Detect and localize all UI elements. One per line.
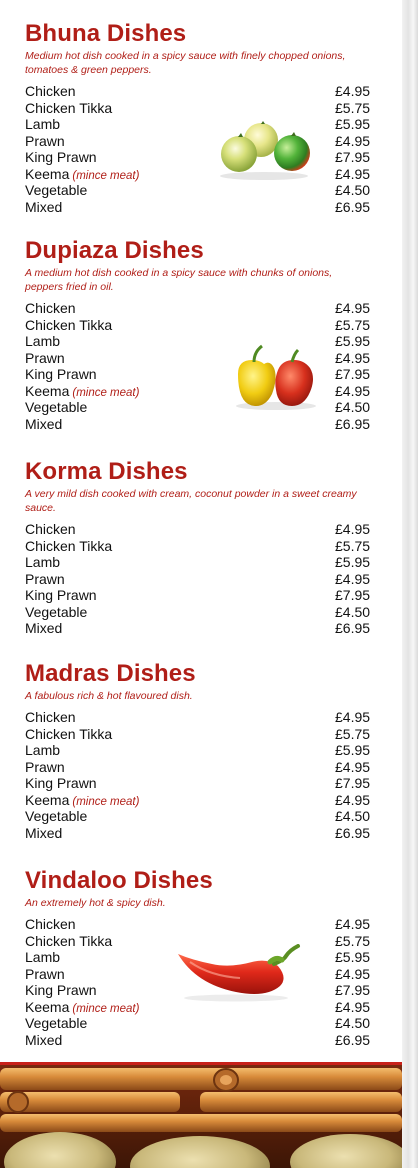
menu-item [25, 116, 377, 133]
tomatoes-image [218, 120, 314, 180]
item-price: £4.95 [335, 349, 371, 366]
item-name-text: Vegetable [25, 808, 88, 824]
menu-item [25, 554, 377, 571]
item-name [25, 116, 60, 133]
item-name-text: Keema [25, 382, 70, 399]
item-name [25, 521, 76, 538]
menu-item [25, 825, 377, 842]
section-madras [25, 660, 377, 841]
item-price: £4.95 [335, 998, 371, 1015]
item-name [25, 366, 97, 383]
item-price: £4.50 [335, 182, 371, 198]
item-name [25, 742, 60, 759]
section-description: An extremely hot & spicy dish. [25, 897, 166, 909]
menu-item [25, 1032, 377, 1049]
item-name-text: Chicken Tikka [25, 725, 113, 742]
item-price: £4.95 [335, 570, 371, 587]
item-price: £5.75 [335, 725, 371, 742]
item-list [25, 709, 377, 841]
item-price: £4.95 [335, 132, 371, 149]
item-name-text: King Prawn [25, 149, 97, 165]
item-name-text: Keema [25, 165, 70, 182]
item-list [25, 300, 377, 432]
item-name [25, 317, 112, 334]
menu-item [25, 399, 377, 416]
item-price: £4.95 [335, 758, 371, 775]
menu-item [25, 742, 377, 759]
item-price: £6.95 [335, 824, 371, 841]
page-fold [402, 0, 418, 1168]
item-price: £7.95 [335, 982, 371, 998]
item-price: £4.95 [335, 165, 371, 182]
item-name [25, 916, 76, 933]
section-dupiaza [25, 237, 377, 432]
item-price: £7.95 [335, 366, 371, 382]
menu-item [25, 300, 377, 317]
item-name [25, 149, 97, 166]
item-name [25, 726, 112, 743]
item-name-text: Vegetable [25, 603, 88, 620]
menu-item [25, 916, 377, 933]
item-name [25, 825, 62, 842]
section-description: A fabulous rich & hot flavoured dish. [25, 690, 193, 702]
item-price: £5.75 [335, 99, 371, 116]
item-name-text: Prawn [25, 758, 65, 775]
menu-item [25, 149, 377, 166]
menu-item [25, 775, 377, 792]
item-price: £5.75 [335, 932, 371, 949]
item-name [25, 759, 65, 776]
item-name [25, 966, 65, 983]
item-name [25, 1032, 62, 1049]
item-price: £7.95 [335, 587, 371, 603]
item-name [25, 182, 87, 199]
item-price: £4.50 [335, 399, 371, 415]
peppers-image [232, 344, 320, 410]
section-bhuna [25, 20, 377, 215]
item-name [25, 554, 60, 571]
item-price: £5.75 [335, 537, 371, 554]
item-name [25, 808, 87, 825]
item-name-text: Keema [25, 791, 70, 808]
item-name [25, 1015, 87, 1032]
item-price: £4.95 [335, 83, 371, 99]
item-name-text: King Prawn [25, 775, 97, 791]
menu-item [25, 416, 377, 433]
section-title: Bhuna Dishes [25, 20, 187, 47]
item-name-text: Lamb [25, 742, 61, 758]
item-price: £5.95 [335, 116, 371, 132]
menu-item [25, 521, 377, 538]
item-price: £4.95 [335, 521, 371, 537]
item-price: £7.95 [335, 149, 371, 165]
menu-item [25, 792, 377, 809]
item-name-text: Chicken [25, 521, 76, 537]
item-name-text: Mixed [25, 824, 63, 841]
item-name-text: Prawn [25, 132, 65, 149]
menu-item [25, 808, 377, 825]
item-name-text: Chicken [25, 916, 76, 932]
menu-item [25, 166, 377, 183]
item-price: £4.95 [335, 965, 371, 982]
item-name-text: Chicken Tikka [25, 537, 113, 554]
item-name-text: Mixed [25, 1031, 63, 1048]
item-name-text: Keema [25, 998, 70, 1015]
item-name-text: Vegetable [25, 1015, 88, 1031]
item-name-text: Mixed [25, 415, 63, 432]
item-name-text: Chicken Tikka [25, 316, 113, 333]
item-name [25, 133, 65, 150]
item-price: £6.95 [335, 415, 371, 432]
item-price: £7.95 [335, 775, 371, 791]
menu-item [25, 383, 377, 400]
menu-item [25, 620, 377, 637]
item-name [25, 982, 97, 999]
item-name-text: King Prawn [25, 587, 97, 603]
item-note: (mince meat) [72, 795, 140, 808]
menu-item [25, 571, 377, 588]
item-name [25, 620, 62, 637]
item-price: £4.50 [335, 808, 371, 824]
item-name-text: King Prawn [25, 982, 97, 998]
item-price: £4.95 [335, 791, 371, 808]
item-name-text: Lamb [25, 554, 61, 570]
item-name [25, 571, 65, 588]
item-note: (mince meat) [72, 386, 140, 399]
item-price: £5.95 [335, 554, 371, 570]
section-description: Medium hot dish cooked in a spicy sauce with finely chopped onions, tomatoes & green peppers. [25, 50, 346, 76]
item-price: £4.50 [335, 603, 371, 620]
item-price: £4.95 [335, 382, 371, 399]
item-name-text: Chicken Tikka [25, 932, 113, 949]
item-name-text: Chicken [25, 300, 76, 316]
item-name-text: Mixed [25, 198, 63, 215]
item-note: (mince meat) [72, 169, 140, 182]
menu-item [25, 759, 377, 776]
item-price: £4.95 [335, 709, 371, 725]
menu-item [25, 604, 377, 621]
item-name [25, 538, 112, 555]
item-name-text: Prawn [25, 965, 65, 982]
item-price: £5.95 [335, 333, 371, 349]
item-name-text: Lamb [25, 949, 61, 965]
section-title: Madras Dishes [25, 660, 196, 687]
menu-item [25, 366, 377, 383]
item-price: £5.95 [335, 949, 371, 965]
section-title: Vindaloo Dishes [25, 867, 213, 894]
item-price: £5.75 [335, 316, 371, 333]
item-price: £5.95 [335, 742, 371, 758]
section-korma [25, 458, 377, 637]
item-name-text: Chicken Tikka [25, 99, 113, 116]
chilli-image [176, 944, 302, 1002]
item-name-text: Prawn [25, 349, 65, 366]
item-price: £4.95 [335, 300, 371, 316]
menu-item [25, 182, 377, 199]
item-price: £6.95 [335, 198, 371, 215]
item-name [25, 416, 62, 433]
item-name [25, 100, 112, 117]
item-price: £4.50 [335, 1015, 371, 1031]
item-name-text: Lamb [25, 116, 61, 132]
item-list [25, 83, 377, 215]
item-name [25, 775, 97, 792]
item-name-text: Lamb [25, 333, 61, 349]
menu-item [25, 83, 377, 100]
item-name [25, 333, 60, 350]
item-name [25, 587, 97, 604]
menu-item [25, 199, 377, 216]
menu-item [25, 587, 377, 604]
item-name-text: Chicken [25, 83, 76, 99]
menu-item [25, 1015, 377, 1032]
menu-item [25, 350, 377, 367]
item-price: £6.95 [335, 620, 371, 636]
item-list [25, 521, 377, 637]
menu-item [25, 709, 377, 726]
section-title: Dupiaza Dishes [25, 237, 204, 264]
item-note: (mince meat) [72, 1002, 140, 1015]
item-name [25, 709, 76, 726]
item-name-text: Mixed [25, 620, 63, 636]
cinnamon-banner-image [0, 1062, 402, 1168]
menu-item [25, 100, 377, 117]
menu-item [25, 317, 377, 334]
section-description: A very mild dish cooked with cream, coconut powder in a sweet creamy sauce. [25, 488, 357, 514]
menu-item [25, 133, 377, 150]
section-title: Korma Dishes [25, 458, 188, 485]
item-name [25, 949, 60, 966]
menu-item [25, 538, 377, 555]
menu-item [25, 726, 377, 743]
item-price: £6.95 [335, 1031, 371, 1048]
item-name-text: King Prawn [25, 366, 97, 382]
item-name-text: Vegetable [25, 399, 88, 415]
item-name [25, 604, 87, 621]
item-name [25, 350, 65, 367]
item-name [25, 83, 76, 100]
item-name-text: Chicken [25, 709, 76, 725]
item-name [25, 399, 87, 416]
item-name-text: Prawn [25, 570, 65, 587]
section-description: A medium hot dish cooked in a spicy sauce with chunks of onions, peppers fried in oil. [25, 267, 333, 293]
item-name [25, 933, 112, 950]
item-name [25, 300, 76, 317]
menu-item [25, 333, 377, 350]
item-name-text: Vegetable [25, 182, 88, 198]
item-name [25, 199, 62, 216]
item-price: £4.95 [335, 916, 371, 932]
